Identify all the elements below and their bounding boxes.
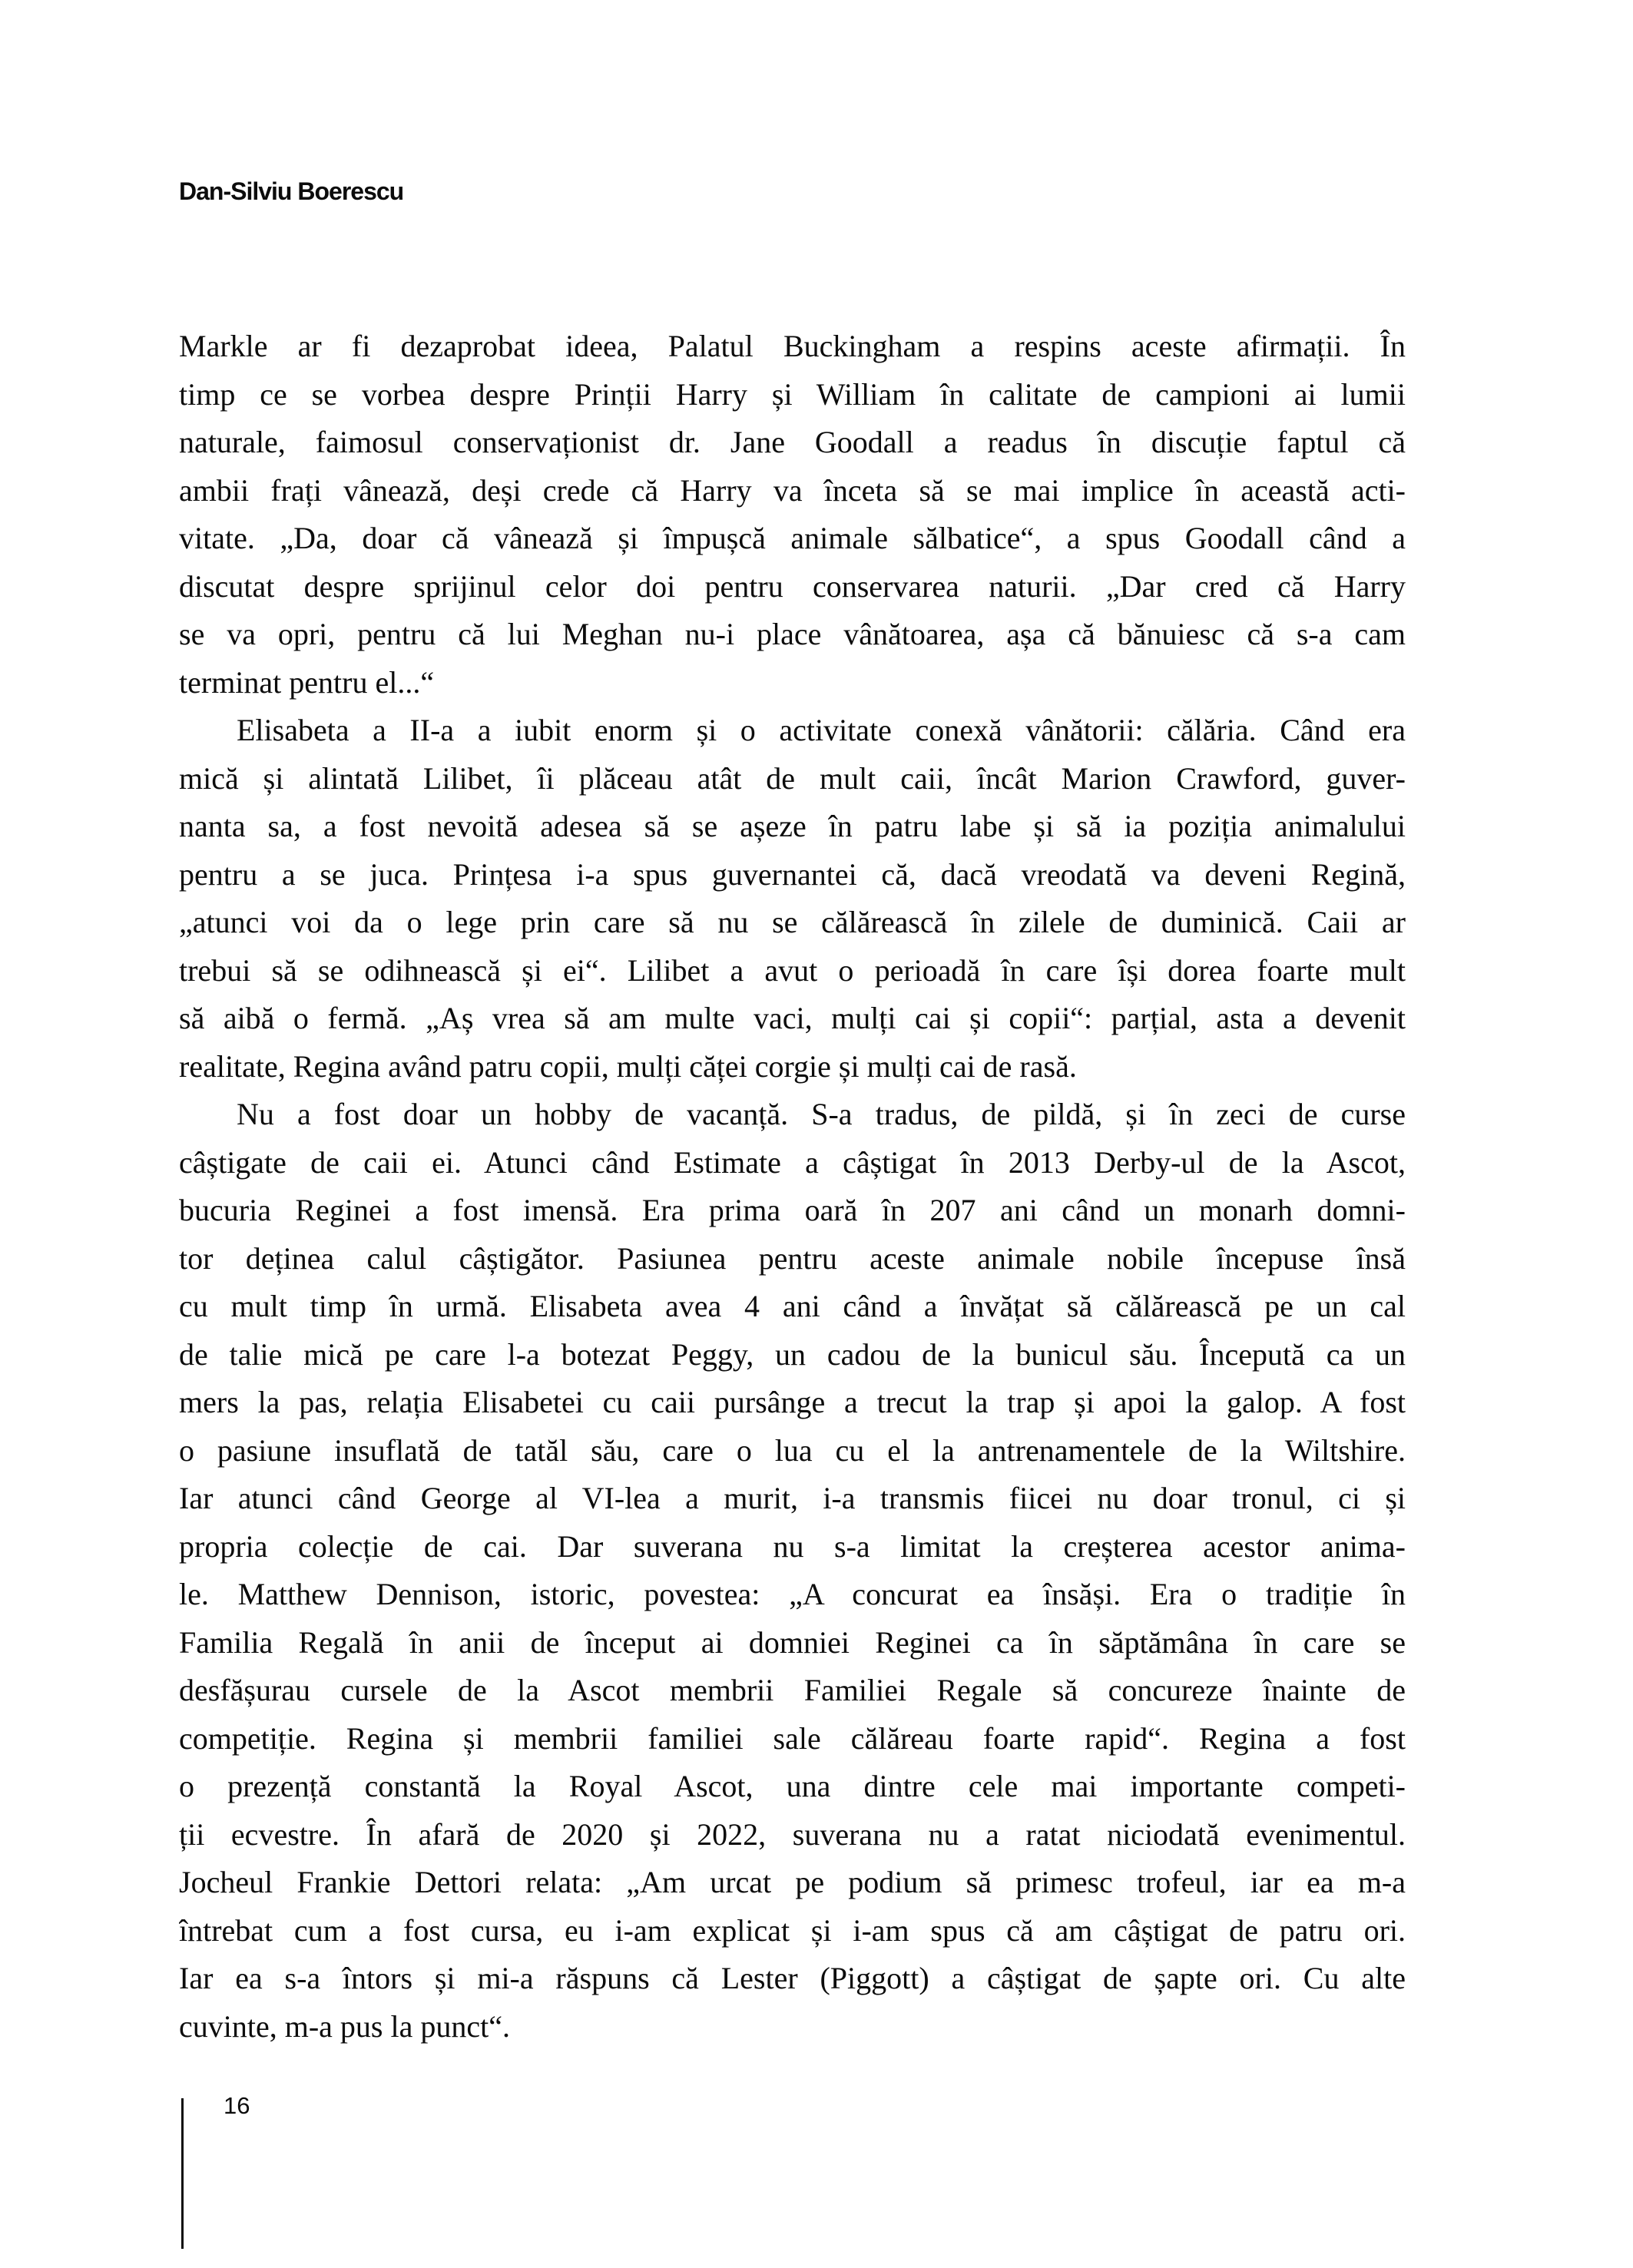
text-line: realitate, Regina având patru copii, mulți căței corgie și mulți cai de rasă. xyxy=(179,1048,1077,1084)
text-line: Elisabeta a II-a a iubit enorm și o activitate conexă vânătorii: călăria. Când era xyxy=(237,713,1406,747)
text-line: timp ce se vorbea despre Prinții Harry și William în calitate de campioni ai lumii xyxy=(179,376,1406,412)
text-line: ții ecvestre. În afară de 2020 și 2022, suverana nu a ratat niciodată evenimentul. xyxy=(179,1816,1406,1852)
text-line: trebui să se odihnească și ei“. Lilibet a avut o perioadă în care își dorea foarte mult xyxy=(179,952,1406,988)
text-line: mică și alintată Lilibet, îi plăceau atât de mult caii, încât Marion Crawford, guver- xyxy=(179,760,1406,796)
text-line: le. Matthew Dennison, istoric, povestea: „A concurat ea însăși. Era o tradiție în xyxy=(179,1577,1406,1611)
body-text xyxy=(179,323,1406,2051)
text-line: o prezență constantă la Royal Ascot, una dintre cele mai importante competi- xyxy=(179,1769,1406,1803)
text-line: cuvinte, m-a pus la punct“. xyxy=(179,2008,510,2044)
text-line: ambii frați vânează, deși crede că Harry va înceta să se mai implice în această acti- xyxy=(179,472,1406,508)
text-line: propria colecție de cai. Dar suverana nu s-a limitat la creșterea acestor anima- xyxy=(179,1528,1406,1564)
text-line: pentru a se juca. Prințesa i-a spus guvernantei că, dacă vreodată va deveni Regină, xyxy=(179,856,1406,892)
text-line: de talie mică pe care l-a botezat Peggy, un cadou de la bunicul său. Începută ca un xyxy=(179,1336,1406,1372)
text-line: desfășurau cursele de la Ascot membrii Familiei Regale să concureze înainte de xyxy=(179,1673,1406,1707)
text-line: Jocheul Frankie Dettori relata: „Am urcat pe podium să primesc trofeul, iar ea m-a xyxy=(179,1865,1406,1899)
running-header-author: Dan-Silviu Boerescu xyxy=(179,177,404,205)
text-line: să aibă o fermă. „Aș vrea să am multe vaci, mulți cai și copii“: parțial, asta a devenit xyxy=(179,1001,1406,1035)
text-line: se va opri, pentru că lui Meghan nu-i place vânătoarea, așa că bănuiesc că s-a cam xyxy=(179,617,1406,651)
text-line: competiție. Regina și membrii familiei sale călăreau foarte rapid“. Regina a fost xyxy=(179,1720,1406,1756)
text-line: vitate. „Da, doar că vânează și împușcă animale sălbatice“, a spus Goodall când a xyxy=(179,521,1406,555)
text-line: Iar atunci când George al VI-lea a murit, i-a transmis fiicei nu doar tronul, ci și xyxy=(179,1481,1406,1515)
text-line: întrebat cum a fost cursa, eu i-am explicat și i-am spus că am câștigat de patru ori. xyxy=(179,1912,1406,1948)
text-line: naturale, faimosul conservaționist dr. Jane Goodall a readus în discuție faptul că xyxy=(179,425,1406,459)
text-line: câștigate de caii ei. Atunci când Estimate a câștigat în 2013 Derby-ul de la Ascot, xyxy=(179,1144,1406,1180)
text-line: o pasiune insuflată de tatăl său, care o lua cu el la antrenamentele de la Wiltshire. xyxy=(179,1432,1406,1468)
text-line: Familia Regală în anii de început ai domniei Reginei ca în săptămâna în care se xyxy=(179,1624,1406,1660)
page-number: 16 xyxy=(224,2092,250,2119)
text-line: cu mult timp în urmă. Elisabeta avea 4 ani când a învățat să călărească pe un cal xyxy=(179,1289,1406,1323)
text-line: nanta sa, a fost nevoită adesea să se așeze în patru labe și să ia poziția animalului xyxy=(179,809,1406,843)
text-line: mers la pas, relația Elisabetei cu caii pursânge a trecut la trap și apoi la galop. A fost xyxy=(179,1385,1406,1419)
text-line: Iar ea s-a întors și mi-a răspuns că Lester (Piggott) a câștigat de șapte ori. Cu alte xyxy=(179,1961,1406,1995)
text-line: terminat pentru el...“ xyxy=(179,664,435,700)
text-line: Nu a fost doar un hobby de vacanță. S-a tradus, de pildă, și în zeci de curse xyxy=(237,1097,1406,1131)
text-line: discutat despre sprijinul celor doi pentru conservarea naturii. „Dar cred că Harry xyxy=(179,568,1406,604)
text-line: tor deținea calul câștigător. Pasiunea pentru aceste animale nobile începuse însă xyxy=(179,1240,1406,1276)
text-line: Markle ar fi dezaprobat ideea, Palatul Buckingham a respins aceste afirmații. În xyxy=(179,329,1406,363)
text-line: „atunci voi da o lege prin care să nu se călărească în zilele de duminică. Caii ar xyxy=(179,905,1406,939)
text-line: bucuria Reginei a fost imensă. Era prima oară în 207 ani când un monarh domni- xyxy=(179,1193,1406,1227)
footer-rule xyxy=(181,2098,184,2249)
